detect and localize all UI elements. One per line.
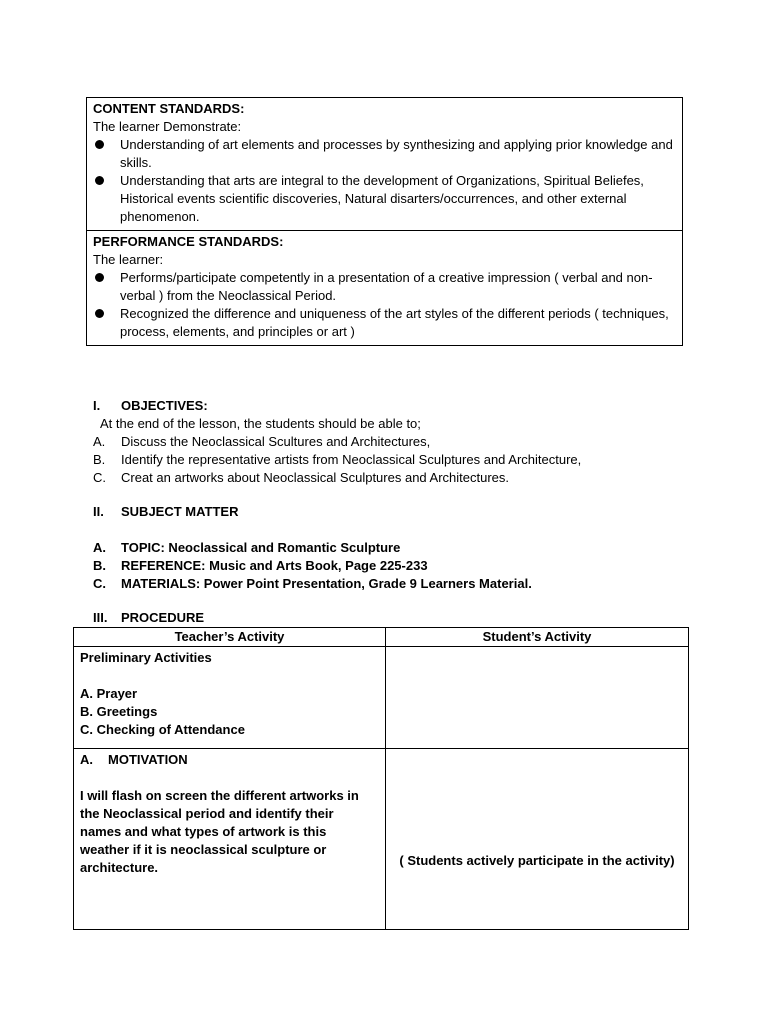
item-letter: B. bbox=[93, 558, 106, 573]
motivation-line: architecture. bbox=[80, 860, 159, 875]
motivation-line: the Neoclassical period and identify their bbox=[80, 806, 334, 821]
bullet-text: Recognized the difference and uniqueness of the art styles of the different periods ( techniques, process, elements, and principles or art ) bbox=[120, 306, 669, 339]
objectives-section bbox=[93, 397, 693, 487]
motivation-student-cell: ( Students actively participate in the activity) bbox=[386, 749, 689, 930]
item-letter: B. bbox=[93, 452, 106, 467]
standards-box bbox=[86, 97, 683, 346]
list-item: B. Greetings bbox=[80, 704, 158, 719]
activity-table bbox=[73, 627, 689, 930]
list-item bbox=[93, 539, 693, 557]
student-activity-header: Student’s Activity bbox=[386, 628, 689, 647]
performance-standards-intro: The learner: bbox=[93, 252, 164, 267]
motivation-line: I will flash on screen the different artworks in bbox=[80, 788, 359, 803]
procedure-heading: PROCEDURE bbox=[121, 610, 205, 625]
list-item bbox=[93, 575, 693, 593]
item-text: Identify the representative artists from Neoclassical Sculptures and Architecture, bbox=[121, 452, 582, 467]
table-row bbox=[74, 749, 689, 930]
motivation-line: names and what types of artwork is this bbox=[80, 824, 327, 839]
section-numeral: III. bbox=[93, 610, 108, 625]
section-numeral: II. bbox=[93, 504, 104, 519]
objectives-intro: At the end of the lesson, the students should be able to; bbox=[100, 416, 421, 431]
content-standards-heading: CONTENT STANDARDS: bbox=[93, 101, 245, 116]
bullet-icon bbox=[93, 305, 120, 341]
table-header-row bbox=[74, 628, 689, 647]
section-numeral: I. bbox=[93, 398, 101, 413]
list-item bbox=[93, 136, 676, 172]
list-item bbox=[93, 557, 693, 575]
bullet-icon bbox=[93, 136, 120, 172]
item-text: Discuss the Neoclassical Scultures and Architectures, bbox=[121, 434, 431, 449]
item-letter: C. bbox=[93, 576, 106, 591]
list-item bbox=[93, 469, 693, 487]
motivation-cell bbox=[74, 749, 386, 930]
item-text: TOPIC: Neoclassical and Romantic Sculpture bbox=[121, 540, 401, 555]
item-letter: A. bbox=[80, 752, 93, 767]
performance-standards-section bbox=[87, 230, 682, 345]
bullet-text: Understanding of art elements and processes by synthesizing and applying prior knowledge and skills. bbox=[120, 137, 673, 170]
item-letter: C. bbox=[93, 470, 106, 485]
list-item bbox=[93, 433, 693, 451]
item-text: MATERIALS: Power Point Presentation, Grade 9 Learners Material. bbox=[121, 576, 532, 591]
motivation-title: MOTIVATION bbox=[108, 752, 188, 767]
teacher-activity-header: Teacher’s Activity bbox=[74, 628, 386, 647]
list-item: C. Checking of Attendance bbox=[80, 722, 245, 737]
list-item bbox=[93, 269, 676, 305]
bullet-icon bbox=[93, 172, 120, 226]
procedure-heading-row bbox=[93, 609, 693, 627]
list-item bbox=[93, 305, 676, 341]
item-letter: A. bbox=[93, 540, 106, 555]
list-item bbox=[93, 172, 676, 226]
bullet-text: Performs/participate competently in a presentation of a creative impression ( verbal and non-verbal ) from the Neoclassical Period. bbox=[120, 270, 653, 303]
list-item: A. Prayer bbox=[80, 686, 138, 701]
subject-matter-heading-row bbox=[93, 503, 693, 521]
content-standards-intro: The learner Demonstrate: bbox=[93, 119, 242, 134]
subject-matter-heading: SUBJECT MATTER bbox=[121, 504, 239, 519]
list-item bbox=[93, 451, 693, 469]
content-standards-section bbox=[87, 98, 682, 230]
motivation-line: weather if it is neoclassical sculpture or bbox=[80, 842, 327, 857]
item-letter: A. bbox=[93, 434, 106, 449]
preliminary-title: Preliminary Activities bbox=[80, 650, 212, 665]
bullet-text: Understanding that arts are integral to the development of Organizations, Spiritual Beliefes, Historical events scientific discoveries, Natural disarters/occurrences, and other external phenomenon. bbox=[120, 173, 644, 224]
subject-matter-list bbox=[93, 539, 693, 593]
item-text: REFERENCE: Music and Arts Book, Page 225-233 bbox=[121, 558, 428, 573]
item-text: Creat an artworks about Neoclassical Sculptures and Architectures. bbox=[121, 470, 510, 485]
objectives-heading: OBJECTIVES: bbox=[121, 398, 208, 413]
bullet-icon bbox=[93, 269, 120, 305]
preliminary-activities-cell bbox=[74, 647, 386, 749]
performance-standards-heading: PERFORMANCE STANDARDS: bbox=[93, 234, 284, 249]
preliminary-student-cell bbox=[386, 647, 689, 749]
table-row bbox=[74, 647, 689, 749]
